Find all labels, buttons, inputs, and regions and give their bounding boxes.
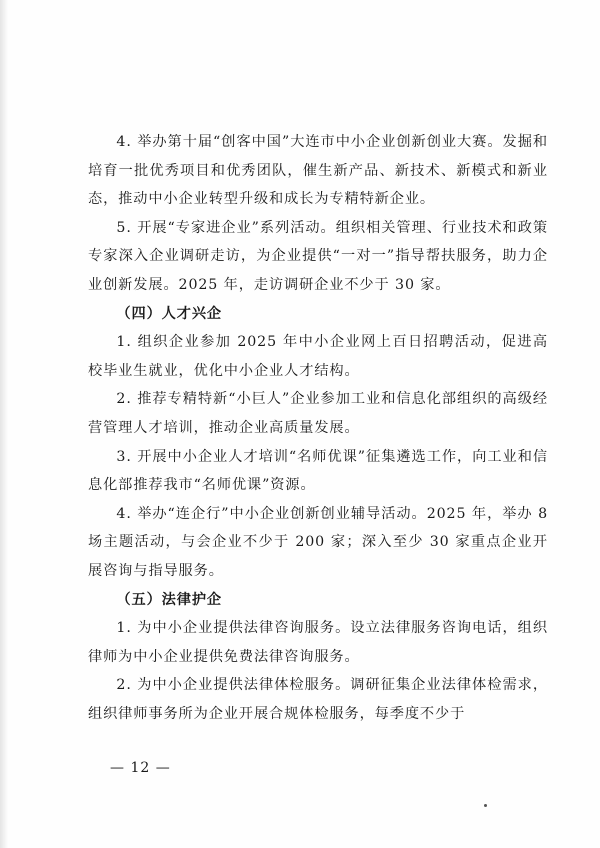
section-heading-talent: （四）人才兴企 bbox=[116, 305, 223, 322]
paragraph-legal-2: 2. 为中小企业提供法律体检服务。调研征集企业法律体检需求，组织律师事务所为企业开展合规体检服务，每季度不少于 bbox=[88, 677, 548, 722]
page-number: — 12 — bbox=[110, 760, 171, 776]
paragraph-talent-3: 3. 开展中小企业人才培训“名师优课”征集遴选工作，向工业和信息化部推荐我市“名师优课”资源。 bbox=[88, 448, 548, 494]
paragraph-item-5-expert-visits: 5. 开展“专家进企业”系列活动。组织相关管理、行业技术和政策专家深入企业调研走访，为企业提供“一对一”指导帮扶服务，助力企业创新发展。2025 年，走访调研企业不少于 30 家。 bbox=[88, 219, 548, 293]
paragraph-talent-2: 2. 推荐专精特新“小巨人”企业参加工业和信息化部组织的高级经营管理人才培训，推动企业高质量发展。 bbox=[88, 391, 548, 436]
document-body bbox=[88, 128, 548, 728]
scan-edge-shadow bbox=[0, 0, 8, 848]
scan-speck bbox=[484, 804, 487, 807]
paragraph-talent-4: 4. 举办“连企行”中小企业创新创业辅导活动。2025 年，举办 8 场主题活动，与会企业不少于 200 家；深入至少 30 家重点企业开展咨询与指导服务。 bbox=[88, 505, 548, 579]
paragraph-talent-1: 1. 组织企业参加 2025 年中小企业网上百日招聘活动，促进高校毕业生就业，优化中小企业人才结构。 bbox=[88, 334, 548, 379]
section-heading-legal: （五）法律护企 bbox=[116, 591, 223, 608]
paragraph-item-4-innovation-contest: 4. 举办第十届“创客中国”大连市中小企业创新创业大赛。发掘和培育一批优秀项目和优秀团队，催生新产品、新技术、新模式和新业态，推动中小企业转型升级和成长为专精特新企业。 bbox=[88, 134, 548, 208]
paragraph-legal-1: 1. 为中小企业提供法律咨询服务。设立法律服务咨询电话，组织律师为中小企业提供免费法律咨询服务。 bbox=[88, 620, 548, 665]
